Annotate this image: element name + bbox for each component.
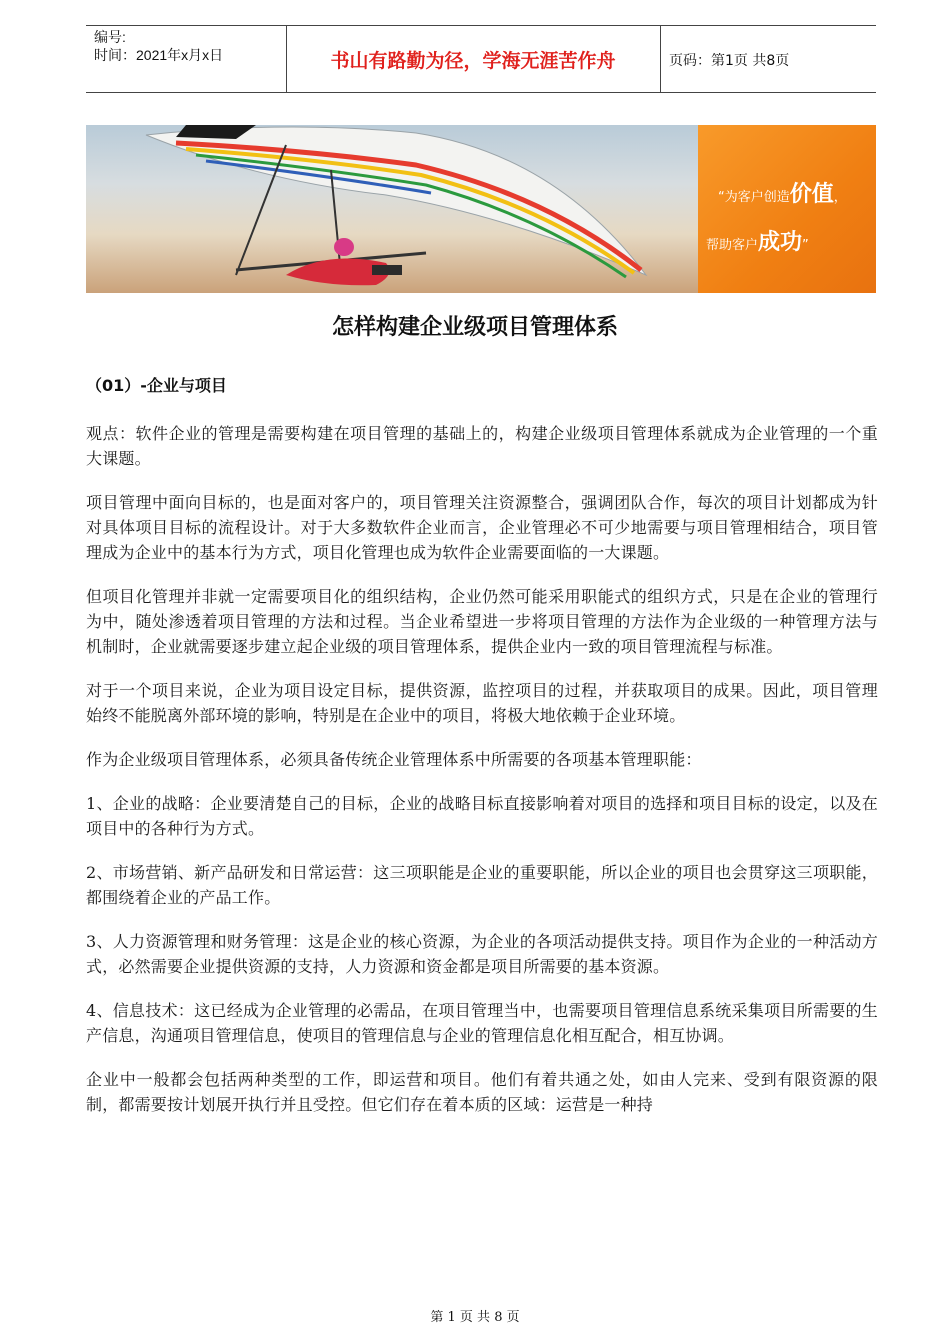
paragraph: 企业中一般都会包括两种类型的工作，即运营和项目。他们有着共通之处，如由人完来、受到有限资源的限制，都需要按计划展开执行并且受控。但它们存在着本质的区域：运营是一种持 — [86, 1070, 878, 1114]
page-footer: 第 1 页 共 8 页 — [430, 1310, 520, 1325]
slogan-line-1 — [718, 177, 847, 208]
slogan-line-2 — [706, 225, 809, 256]
header-page-info: 页码：第1页 共8页 — [669, 53, 790, 69]
header-divider — [660, 26, 661, 92]
serial-label: 编号: — [94, 29, 126, 45]
paragraph: 3、人力资源管理和财务管理：这是企业的核心资源，为企业的各项活动提供支持。项目作为企业的一种活动方式，必然需要企业提供资源的支持，人力资源和资金都是项目所需要的基本资源。 — [86, 932, 878, 976]
paragraph: 对于一个项目来说，企业为项目设定目标，提供资源，监控项目的过程，并获取项目的成果。因此，项目管理始终不能脱离外部环境的影响，特别是在企业中的项目，将极大地依赖于企业环境。 — [86, 681, 878, 725]
page-header — [86, 25, 876, 93]
header-meta — [94, 28, 284, 64]
banner-image — [86, 125, 876, 293]
slogan-emphasis: 成功 — [758, 230, 803, 255]
date-line: 时间：2021年x月x日 — [94, 47, 224, 63]
paragraph: 作为企业级项目管理体系，必须具备传统企业管理体系中所需要的各项基本管理职能： — [86, 750, 702, 769]
paragraph: 2、市场营销、新产品研发和日常运营：这三项职能是企业的重要职能，所以企业的项目也会贯穿这三项职能，都围绕着企业的产品工作。 — [86, 863, 878, 907]
slogan-panel — [698, 125, 876, 293]
hang-glider-illustration — [86, 125, 698, 293]
slogan-text: ” — [802, 238, 809, 253]
paragraph: 观点：软件企业的管理是需要构建在项目管理的基础上的，构建企业级项目管理体系就成为企业管理的一个重大课题。 — [86, 424, 878, 468]
header-motto: 书山有路勤为径，学海无涯苦作舟 — [330, 50, 616, 72]
paragraph: 但项目化管理并非就一定需要项目化的组织结构，企业仍然可能采用职能式的组织方式，只是在企业的管理行为中，随处渗透着项目管理的方法和过程。当企业希望进一步将项目管理的方法作为企业级的一种管理方法与机制时，企业就需要逐步建立起企业级的项目管理体系，提供企业内一致的项目管理流程与标准。 — [86, 587, 878, 656]
section-heading: （01）-企业与项目 — [86, 376, 227, 395]
slogan-text: ， — [833, 190, 847, 205]
document-title: 怎样构建企业级项目管理体系 — [331, 315, 618, 340]
slogan-emphasis: 价值 — [789, 182, 834, 207]
slogan-text: 帮助客户 — [706, 238, 759, 253]
document-body — [86, 421, 878, 1136]
paragraph: 4、信息技术：这已经成为企业管理的必需品，在项目管理当中，也需要项目管理信息系统采集项目所需要的生产信息，沟通项目管理信息，使项目的管理信息与企业的管理信息化相互配合，相互协调。 — [86, 1001, 878, 1045]
paragraph: 项目管理中面向目标的，也是面对客户的，项目管理关注资源整合，强调团队合作，每次的项目计划都成为针对具体项目目标的流程设计。对于大多数软件企业而言，企业管理必不可少地需要与项目管理相结合，项目管理成为企业中的基本行为方式，项目化管理也成为软件企业需要面临的一大课题。 — [86, 493, 878, 562]
paragraph: 1、企业的战略：企业要清楚自己的目标，企业的战略目标直接影响着对项目的选择和项目目标的设定，以及在项目中的各种行为方式。 — [86, 794, 878, 838]
slogan-text: “为客户创造 — [718, 190, 790, 205]
